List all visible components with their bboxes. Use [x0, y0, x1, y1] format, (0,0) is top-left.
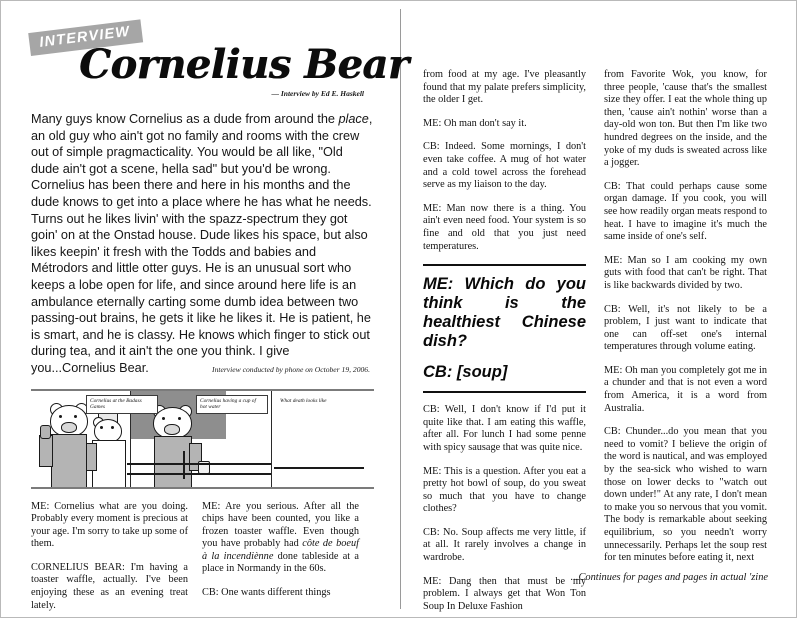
- bear-arm-icon: [39, 435, 53, 467]
- panel-divider-2: [271, 391, 272, 487]
- lede-tail: [31, 360, 374, 379]
- interview-note: Interview conducted by phone on October 19, 2006.: [212, 362, 374, 379]
- qa-paragraph: from Favorite Wok, you know, for three people, 'cause that's the smallest size they offer. I eat the whole thing up then, 'cause ain't nothin' worse than a day-old won ton. But then I'm like two hundred degrees on the inside, and the yoke of my duds is sweated across like a jogger.: [604, 69, 767, 170]
- qa-paragraph: CB: Chunder...do you mean that you need to vomit? I believe the origin of the word is nautical, and was employed by the sea-sick who wished to warn those on lower decks to "watch out down under!" At any rate, I don't mean to make you so nervous that you vomit. The body is remarkable about seeking equilibrium, so you needn't worry unnecessarily. Perhaps let the soup rest for ten minutes before eating it, next: [604, 426, 767, 565]
- middle-column: [423, 69, 586, 539]
- pull-quote-question: ME: Which do you think is the healthiest Chinese dish?: [423, 275, 586, 351]
- left-column-2: [202, 501, 359, 623]
- bear-snout-icon: [61, 422, 77, 433]
- qa-paragraph: CORNELIUS BEAR: I'm having a toaster waffle, actually. I've been enjoying these as an evening treat lately.: [31, 562, 188, 612]
- qa-paragraph: CB: Well, it's not likely to be a problem, I just want to indicate that one can off-set one's internal temperatures through volume eating.: [604, 304, 767, 354]
- comic-strip: [31, 389, 374, 489]
- left-page: [1, 1, 400, 619]
- qa-paragraph: ME: Oh man don't say it.: [423, 118, 586, 131]
- bear-eye-icon: [74, 415, 77, 418]
- qa-paragraph: from food at my age. I've pleasantly found that my palate prefers simplicity, the older I get.: [423, 69, 586, 107]
- right-column: [604, 69, 767, 539]
- bear-eye-icon: [100, 426, 103, 429]
- bear-paw-icon: [40, 425, 51, 439]
- qa-paragraph: ME: This is a question. After you eat a pretty hot bowl of soup, do you sweat so much that you have to change clothes?: [423, 466, 586, 516]
- railing-post-icon: [183, 451, 185, 479]
- qa-paragraph: CB: No. Soup affects me very little, if at all. It rarely involves a change in wardrobe.: [423, 527, 586, 565]
- bear-eye-icon: [59, 415, 62, 418]
- left-body-columns: [31, 501, 374, 623]
- lede-paragraph: [31, 111, 374, 379]
- qa-paragraph: ME: Man now there is a thing. You ain't even need food. Your system is so fine and old that you just need temperatures.: [423, 203, 586, 253]
- pull-quote-answer: CB: [soup]: [423, 363, 586, 382]
- qa-paragraph: CB: Well, I don't know if I'd put it quite like that. I am eating this waffle, after all. For lunch I had some penne with spicy sausage that was quite nice.: [423, 404, 586, 454]
- continues-note: ...Continues for pages and pages in actual 'zine: [571, 572, 768, 583]
- right-page: [401, 1, 797, 619]
- qa-paragraph: CB: Indeed. Some mornings, I don't even take coffee. A mug of hot water and a cold towel across the forehead serve as my liaison to the day.: [423, 141, 586, 191]
- bear-body-icon: [51, 434, 87, 489]
- comic-caption: Cornelius having a cup of hot water: [196, 395, 268, 414]
- bear-eye-icon: [162, 417, 165, 420]
- qa-paragraph: ME: Man so I am cooking my own guts with food that can't be right. That is like backwards divided by two.: [604, 255, 767, 293]
- bear-arm-icon: [86, 443, 97, 471]
- qa-paragraph: ME: Dang then that must be my problem. I always get that Won Ton Soup In Deluxe Fashion: [423, 576, 586, 614]
- right-body-columns: [423, 69, 768, 539]
- interview-flag: INTERVIEW: [28, 19, 143, 56]
- qa-paragraph: CB: That could perhaps cause some organ damage. If you cook, you will see how readily organ meats respond to heat. I have to imagine it's much the same inside of one's self.: [604, 181, 767, 244]
- comic-caption: What death looks like: [276, 395, 331, 408]
- horizon-line-icon: [274, 467, 364, 469]
- bear-body-icon: [92, 440, 126, 489]
- qa-paragraph: ME: Cornelius what are you doing. Probably every moment is precious at your age. I'm sorry to take up some of them.: [31, 501, 188, 551]
- railing-icon: [127, 463, 271, 465]
- left-column-1: [31, 501, 188, 623]
- comic-inner: [31, 391, 374, 487]
- lede-closing: you...Cornelius Bear.: [31, 360, 149, 377]
- qa-paragraph: ME: Oh man you completely got me in a chunder and that is not even a word from America, it is a word from Australia.: [604, 365, 767, 415]
- lede-part-1: Many guys know Cornelius as a dude from around the: [31, 112, 339, 126]
- qa-paragraph: ME: Are you serious. After all the chips have been counted, you like a frozen toaster waffle. Even though you have probably had côte de boeuf à la incendiènne done tableside at a place in Normandy in the 60s.: [202, 501, 359, 577]
- lede-part-2: , an old guy who ain't got no family and rooms with the crew out of simple pragmacticality. You would be all like, "Old dude ain't got a scene, hella sad" but you'd be wrong. Cornelius has been there and here in his months and the dude knows to get into a place where he has what he needs. Turns out he likes livin' with the spazz-spectrum they got goin' on at the Onstad house. Dude likes his space, but also likes keepin' it fresh with the Todds and babies and Métrodors and little otter guys. He is an unusual sort who keeps a lobe open for life, and since around here life is an ambulance eternally carting some dumb idea between two passing-out brains, he gets it like he likes it. He is patient, he is smart, and he is classy. He knows which finger to stick out during tea, and it ain't the one you think. I give: [31, 112, 372, 358]
- bear-eye-icon: [178, 417, 181, 420]
- qa-paragraph: CB: One wants different things: [202, 587, 359, 600]
- bear-eye-icon: [111, 426, 114, 429]
- byline: — Interview by Ed E. Haskell: [272, 89, 365, 98]
- lede-emphasis: place: [339, 112, 369, 126]
- comic-caption: Cornelius at the Badass Games: [86, 395, 158, 414]
- masthead: [31, 27, 374, 107]
- page-title: Cornelius Bear: [79, 41, 408, 88]
- railing-icon: [127, 473, 271, 475]
- pull-quote: [423, 264, 586, 393]
- bear-snout-icon: [164, 424, 180, 435]
